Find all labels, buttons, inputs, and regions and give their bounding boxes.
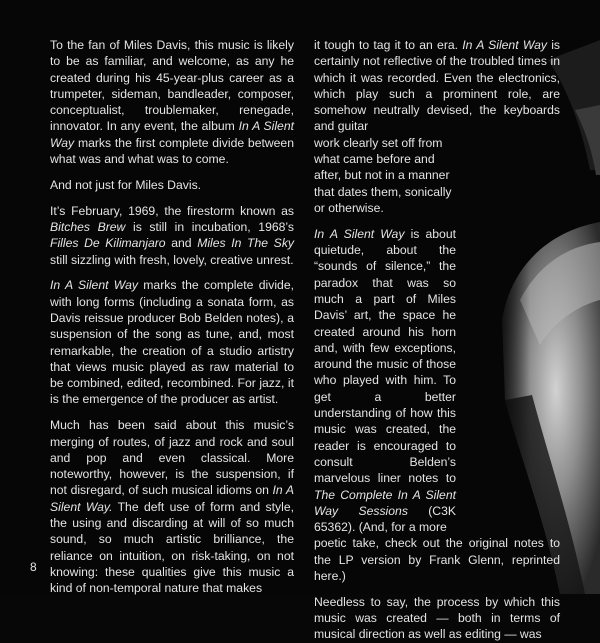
- body-text: To the fan of Miles Davis, this music is likely to be as familiar, and welcome, as any he created during his 45-year-plus career as a trumpeter, sideman, bandleader, composer, conceptualist, troublemaker, renegade, innovator. In any event, the album: [50, 38, 294, 134]
- body-text: work clearly set off from what came before and after, but not in a manner that dates them, sonically or otherwise.: [314, 135, 452, 215]
- paragraph: [50, 203, 294, 268]
- text-column-left: [50, 37, 294, 597]
- paragraph: [314, 226, 456, 536]
- album-title: The Complete In A Silent Way Sessions: [314, 487, 456, 518]
- paragraph: [50, 37, 294, 167]
- paragraph: [314, 37, 560, 216]
- body-text: The deft use of form and style, the using and discarding at will of so much sound, so much artistic brilliance, the reliance on intuition, on risk-taking, on not knowing: these qualities give this music a kind of non-temporal nature that makes: [50, 499, 295, 596]
- body-text: is still in incubation, 1968’s: [125, 219, 294, 234]
- text-column-right: [314, 37, 560, 643]
- body-text: marks the first complete divide between what was and what was to come.: [50, 135, 294, 167]
- paragraph: [314, 535, 560, 584]
- body-text: it tough to tag it to an era.: [314, 38, 463, 52]
- body-text: marks the complete divide, with long forms (including a sonata form, as Davis reissue producer Bob Belden notes), a suspension of the song as tune, and, most remarkable, the creation of a studio artistry that views music played as raw material to be combined, edited, recombined. For jazz, it is the emergence of the producer as artist.: [50, 278, 294, 407]
- body-text: Needless to say, the process by which this music was created — both in terms of musical direction as well as editing — was: [314, 594, 560, 642]
- body-text: still sizzling with fresh, lovely, creative unrest.: [50, 252, 294, 267]
- page-number: 8: [30, 560, 37, 574]
- body-text: is about quietude, about the “sounds of silence,” the paradox that was so much a part of Miles Davis’ art, the space he created around his horn and, with few exceptions, around the music of those who played with him. To get a better understanding of how this music was created, the reader is encouraged to consult Belden’s marvelous liner notes to: [314, 226, 457, 486]
- body-text: and: [165, 236, 198, 251]
- body-text: is certainly not reflective of the troubled times in which it was recorded. Even the electronics, which play such a prominent role, are somehow neutrally devised, the keyboards and guitar: [314, 38, 561, 134]
- album-title: Bitches Brew: [50, 219, 126, 234]
- body-text: And not just for Miles Davis.: [50, 177, 202, 192]
- album-title: In A Silent Way: [462, 38, 547, 52]
- album-title: Miles In The Sky: [197, 236, 295, 251]
- body-text: (C3K 65362). (And, for a more: [314, 503, 456, 535]
- body-text: Much has been said about this music’s merging of routes, of jazz and rock and soul and pop and even classical. More noteworthy, however, is the suspension, if not disregard, of such musical idioms on: [50, 418, 294, 498]
- paragraph: [50, 417, 294, 596]
- paragraph: [314, 594, 560, 643]
- body-text: It’s February, 1969, the firestorm known as: [50, 203, 294, 218]
- album-title: In A Silent Way: [314, 226, 405, 241]
- album-title: Filles De Kilimanjaro: [50, 236, 166, 251]
- album-title: In A Silent Way: [50, 278, 138, 293]
- paragraph: [50, 277, 294, 407]
- album-title: In A Silent Way: [50, 119, 294, 150]
- album-title: In A Silent Way.: [50, 483, 294, 514]
- body-text: poetic take, check out the original notes to the LP version by Frank Glenn, reprinted here.): [314, 536, 560, 583]
- paragraph: [50, 177, 294, 193]
